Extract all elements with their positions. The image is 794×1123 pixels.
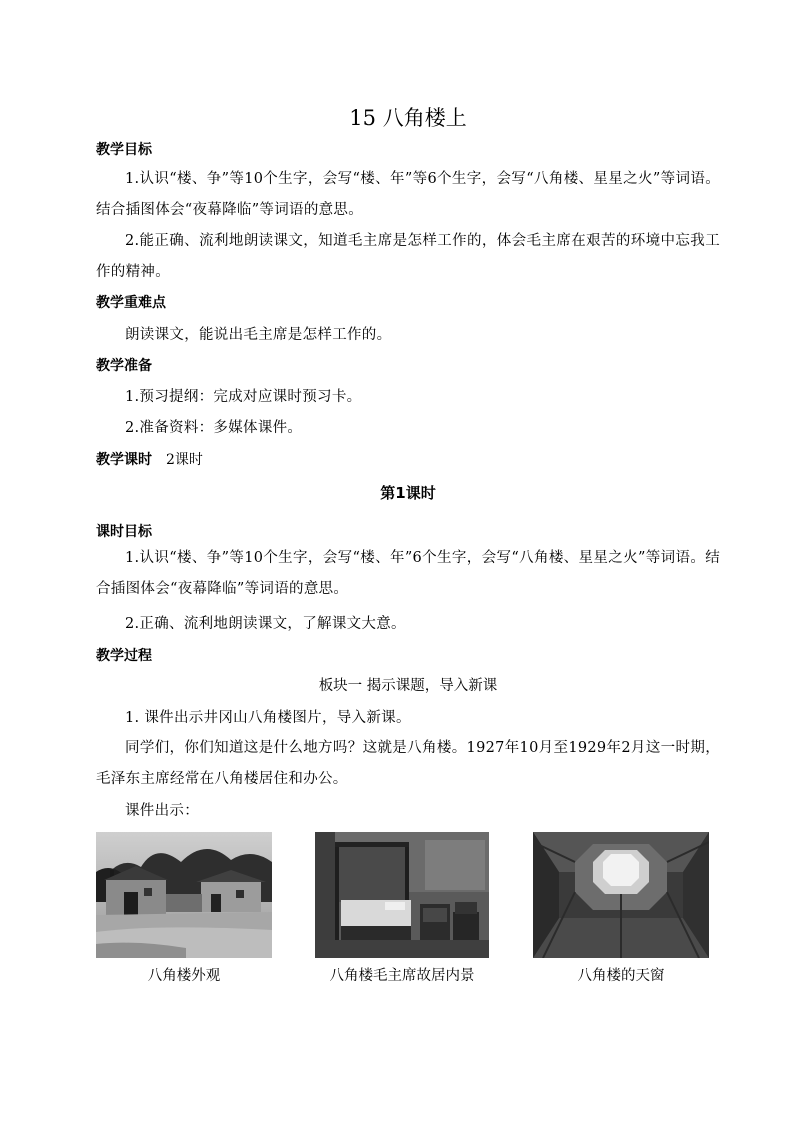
figure-caption-2: 八角楼毛主席故居内景: [329, 968, 475, 984]
key-points-heading: 教学重难点: [96, 295, 166, 311]
key-points-paragraph: 朗读课文，能说出毛主席是怎样工作的。: [125, 327, 392, 343]
lesson1-goals-heading: 课时目标: [96, 524, 152, 540]
hours-heading: 教学课时: [96, 452, 152, 468]
block1-title: 板块一 揭示课题，导入新课: [318, 678, 498, 694]
preparation-item-2: 2.准备资料：多媒体课件。: [125, 420, 303, 436]
figure-caption-3: 八角楼的天窗: [577, 968, 665, 984]
figure-caption-1: 八角楼外观: [147, 968, 221, 984]
lesson1-goal-1: 1.认识“楼、争”等10个生字，会写“楼、年”6个生字，会写“八角楼、星星之火”等词语。结合插图体会“夜幕降临”等词语的意思。: [96, 550, 720, 597]
hours-row: [96, 450, 203, 470]
lesson1-goal-2: 2.正确、流利地朗读课文，了解课文大意。: [125, 616, 406, 632]
courseware-label: 课件出示：: [125, 803, 199, 819]
preparation-heading: 教学准备: [96, 358, 152, 374]
goals-paragraph-1: 1.认识“楼、争”等10个生字，会写“楼、年”等6个生字，会写“八角楼、星星之火”等词语。结合插图体会“夜幕降临”等词语的意思。: [96, 171, 720, 218]
building-exterior-photo: [96, 832, 272, 958]
hours-value: 2课时: [166, 452, 203, 468]
goals-heading: 教学目标: [96, 142, 152, 158]
octagonal-skylight-photo: [533, 832, 709, 958]
process-heading: 教学过程: [96, 648, 152, 664]
interior-bedroom-photo: [315, 832, 489, 958]
preparation-item-1: 1.预习提纲：完成对应课时预习卡。: [125, 389, 362, 405]
goals-paragraph-2: 2.能正确、流利地朗读课文，知道毛主席是怎样工作的，体会毛主席在艰苦的环境中忘我工作的精神。: [96, 233, 720, 280]
step-1: 1. 课件出示井冈山八角楼图片，导入新课。: [125, 710, 411, 726]
lesson1-title: 第1课时: [380, 484, 436, 502]
document-page: [96, 0, 720, 1123]
lesson-title: 15 八角楼上: [349, 106, 467, 130]
intro-paragraph: 同学们，你们知道这是什么地方吗？这就是八角楼。1927年10月至1929年2月这一时期，毛泽东主席经常在八角楼居住和办公。: [96, 740, 720, 787]
